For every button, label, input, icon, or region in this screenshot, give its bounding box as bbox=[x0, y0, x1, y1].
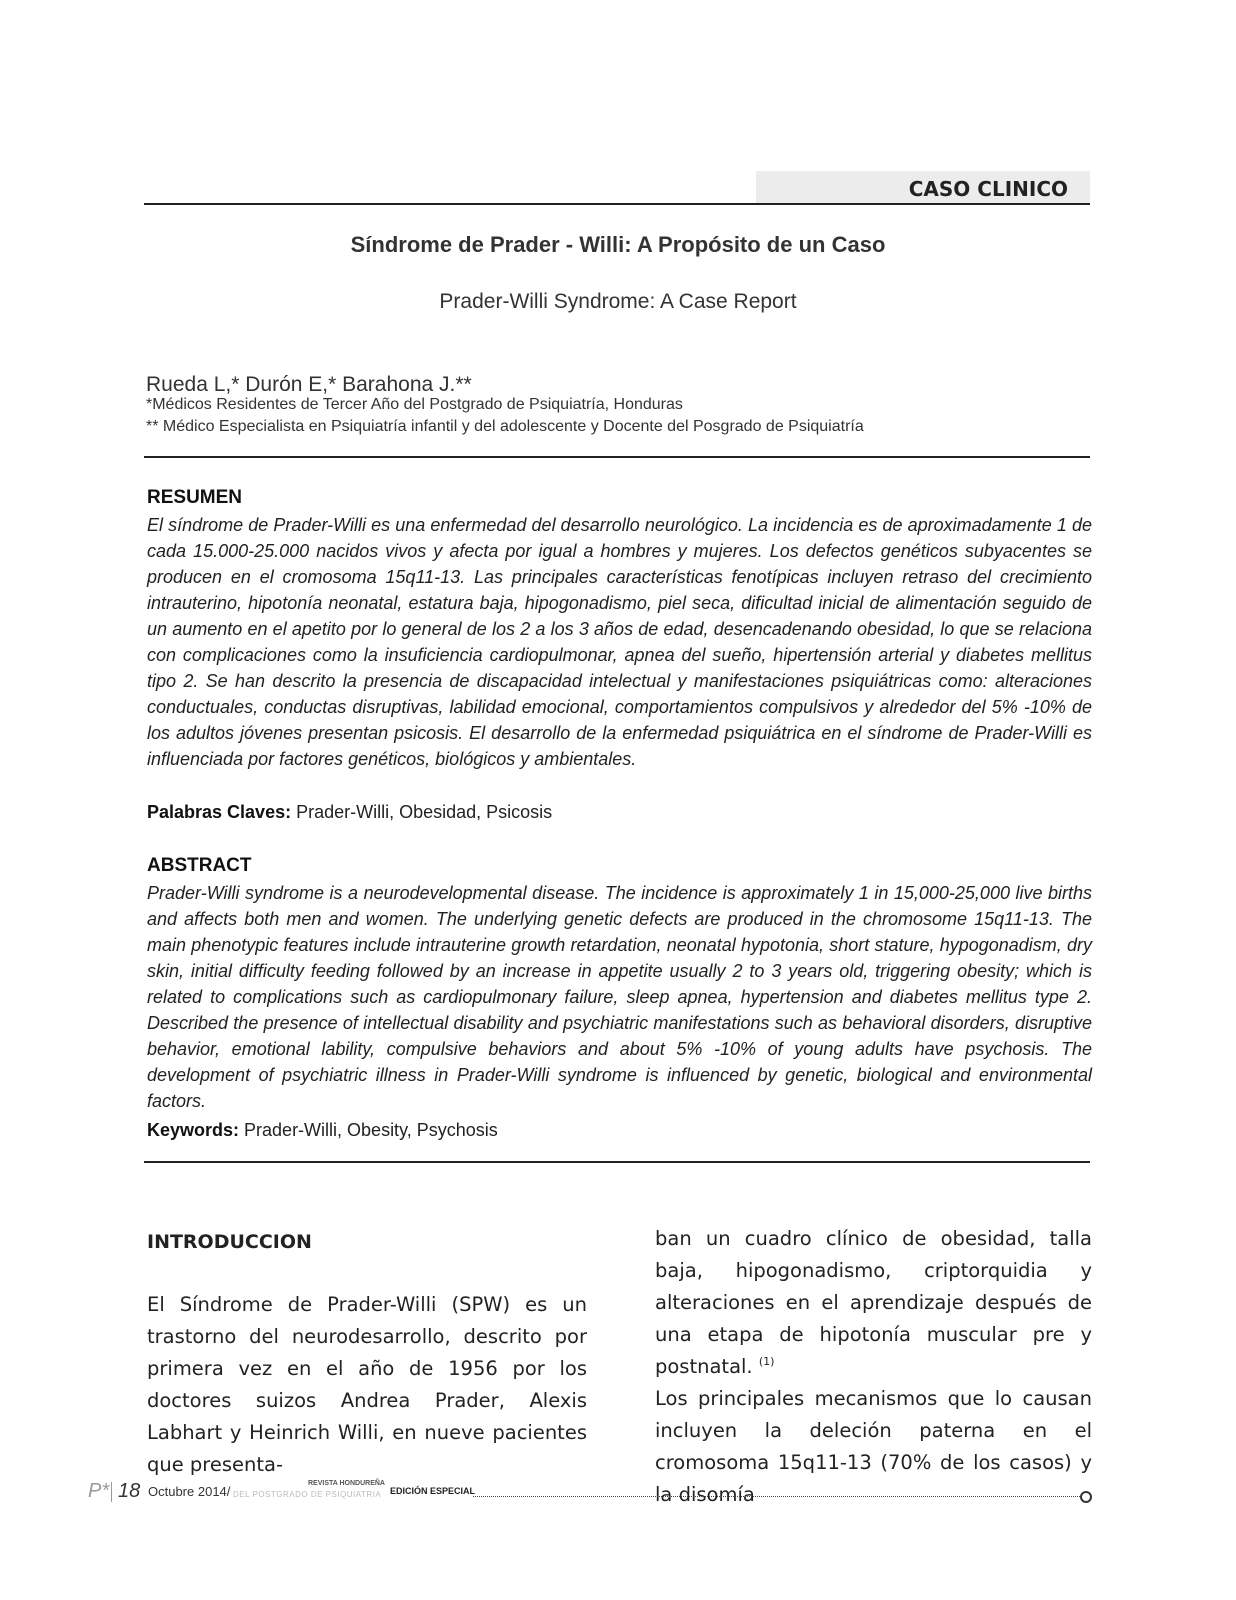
journal-mark: P* bbox=[88, 1480, 110, 1502]
journal-name-bottom: DEL POSTGRADO DE PSIQUIATRIA bbox=[233, 1490, 382, 1499]
resumen-keywords bbox=[147, 802, 552, 823]
introduction-right-paragraph-2: Los principales mecanismos que lo causan incluyen la deleción paterna en el cromosoma 15q11-13 (70% de los casos) y la disomía bbox=[655, 1387, 1092, 1506]
introduction-right-paragraph-1: ban un cuadro clínico de obesidad, talla baja, hipogonadismo, criptorquidia y alteraciones en el aprendizaje después de una etapa de hipotonía muscular pre y postnatal. $^{(1)}$ bbox=[655, 1227, 1092, 1378]
authors-rule bbox=[144, 456, 1090, 458]
affiliation-2: ** Médico Especialista en Psiquiatría infantil y del adolescente y Docente del Posgrado de Psiquiatría bbox=[146, 418, 864, 435]
affiliation-1: *Médicos Residentes de Tercer Año del Postgrado de Psiquiatría, Honduras bbox=[146, 396, 683, 413]
title-spanish: Síndrome de Prader - Willi: A Propósito de un Caso bbox=[350, 232, 886, 257]
introduction-left-column: El Síndrome de Prader-Willi (SPW) es un trastorno del neurodesarrollo, descrito por primera vez en el año de 1956 por los doctores suizos Andrea Prader, Alexis Labhart y Heinrich Willi, en nueve pacientes que presenta- bbox=[147, 1293, 587, 1476]
abstract-keywords-list: Prader-Willi, Obesity, Psychosis bbox=[239, 1120, 498, 1140]
citation-ref: (1) bbox=[758, 1355, 775, 1368]
circle-icon bbox=[1080, 1491, 1092, 1503]
page-number: 18 bbox=[118, 1480, 141, 1502]
resumen-heading: RESUMEN bbox=[147, 487, 243, 508]
introduction-heading: INTRODUCCION bbox=[147, 1231, 312, 1253]
abstract-rule bbox=[144, 1161, 1090, 1163]
journal-logo bbox=[233, 1480, 385, 1502]
resumen-keywords-list: Prader-Willi, Obesidad, Psicosis bbox=[291, 802, 553, 822]
introduction-right-column bbox=[655, 1223, 1092, 1511]
edition-label: EDICIÓN ESPECIAL bbox=[390, 1486, 476, 1496]
abstract-keywords-label: Keywords: bbox=[147, 1120, 240, 1140]
resumen-body: El síndrome de Prader-Willi es una enfermedad del desarrollo neurológico. La incidencia es de aproximadamente 1 de cada 15.000-25.000 nacidos vivos y afecta por igual a hombres y mujeres. Los defectos genéticos subyacentes se producen en el cromosoma 15q11-13. Las principales características fenotípicas incluyen retraso del crecimiento intrauterino, hipotonía neonatal, estatura baja, hipogonadismo, piel seca, dificultad inicial de alimentación seguido de un aumento en el apetito por lo general de los 2 a los 3 años de edad, desencadenando obesidad, lo que se relaciona con complicaciones como la insuficiencia cardiopulmonar, apnea del sueño, hipertensión arterial y diabetes mellitus tipo 2. Se han descrito la presencia de discapacidad intelectual y manifestaciones psiquiátricas como: alteraciones conductuales, conductas disruptivas, labilidad emocional, comportamientos compulsivos y alrededor del 5% -10% de los adultos jóvenes presentan psicosis. El desarrollo de la enfermedad psiquiátrica en el síndrome de Prader-Willi es influenciada por factores genéticos, biológicos y ambientales. bbox=[147, 515, 1092, 769]
abstract-body: Prader-Willi syndrome is a neurodevelopmental disease. The incidence is approximately 1 in 15,000-25,000 live births and affects both men and women. The underlying genetic defects are produced in the chromosome 15q11-13. The main phenotypic features include intrauterine growth retardation, neonatal hypotonia, short stature, hypogonadism, dry skin, initial difficulty feeding followed by an increase in appetite usually 2 to 3 years old, triggering obesity; which is related to complications such as cardiopulmonary failure, sleep apnea, hypertension and diabetes mellitus type 2. Described the presence of intellectual disability and psychiatric manifestations such as behavioral disorders, disruptive behavior, emotional lability, compulsive behaviors and about 5% -10% of young adults have psychosis. The development of psychiatric illness in Prader-Willi syndrome is influenced by genetic, biological and environmental factors. bbox=[147, 883, 1092, 1111]
section-tag-label: CASO CLINICO bbox=[908, 177, 1068, 201]
footer-dotted-line bbox=[473, 1496, 1080, 1497]
section-tag bbox=[756, 171, 1090, 205]
abstract-keywords bbox=[147, 1120, 498, 1141]
authors: Rueda L,* Durón E,* Barahona J.** bbox=[146, 373, 472, 396]
header-rule bbox=[144, 203, 1090, 205]
title-english: Prader-Willi Syndrome: A Case Report bbox=[439, 290, 797, 313]
journal-name-top: REVISTA HONDUREÑA bbox=[307, 1480, 385, 1487]
page-footer bbox=[88, 1480, 1092, 1504]
resumen-keywords-label: Palabras Claves: bbox=[147, 802, 292, 822]
footer-divider bbox=[111, 1482, 112, 1502]
abstract-heading: ABSTRACT bbox=[147, 855, 252, 876]
issue-date: Octubre 2014/ bbox=[148, 1484, 231, 1499]
